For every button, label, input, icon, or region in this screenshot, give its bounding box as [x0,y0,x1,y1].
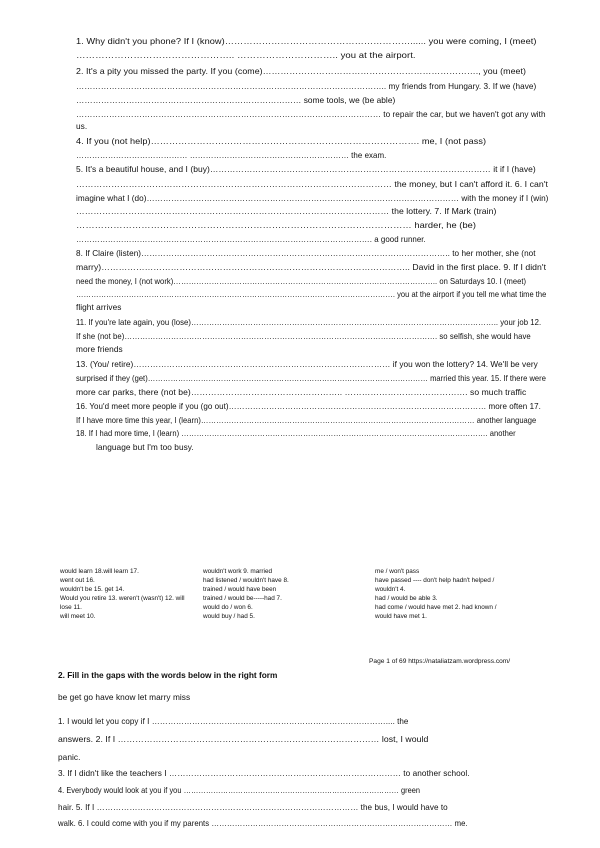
answer-line: me / won't pass [375,568,420,575]
exercise-1-line: 11. If you're late again, you (lose)……………………………………………………………………………………………………….. your job 12. [76,317,542,327]
exercise-2-line: hair. 5. If I …………………………………………………………………………………… the bus, I would have to [58,802,448,812]
exercise-1-line: 13. (You/ retire)………………………………………………………………………………… if you won the lottery? 14. We'll be very [76,359,538,369]
exercise-1-line: 2. It's a pity you missed the party. If you (come)………………………………………………………………., you (meet) [76,66,527,76]
exercise-2-line: walk. 6. I could come with you if my parents ………………………………………………………………………………… me. [58,818,468,828]
page-footer: Page 1 of 69 https://nataliatzam.wordpress.com/ [369,658,511,665]
exercise-2-line: 4. Everybody would look at you if you …………………………………………………………………………… green [58,785,421,795]
answer-line: would buy / had 5. [203,613,255,620]
answer-line: trained / would have been [203,586,277,593]
exercise-1-line: ………………………………………………………………………………………………… to repair the car, but we haven't got any with [76,109,546,119]
exercise-1-line: ……………………………………………………………………………………………… harder, he (be) [76,220,477,230]
exercise-1-line: ……………………………………………………………………………………………… the lottery. 7. If Mark (train) [76,206,497,216]
answer-line: would have met 1. [375,613,427,620]
word-bank: be get go have know let marry miss [58,692,191,702]
exercise-1-line: us. [76,121,88,131]
exercise-1-line: ………………………………………………………………………………………………………………. you at the airport if you tell me what time the [76,289,547,299]
exercise-2-line: panic. [58,752,81,762]
exercise-1-line: marry)…………………………………………………………………………………………….. David in the first place. 9. If I didn't [76,262,547,272]
answer-line: had / would be able 3. [375,595,438,602]
answer-line: lose 11. [60,604,82,611]
exercise-1-line: 1. Why didn't you phone? If I (know)……………………………………………………...... you were coming, I (meet) [76,36,537,46]
exercise-1-line: language but I'm too busy. [96,442,194,452]
exercise-1-line: surprised if they (get)………………………………………………………………………………………………… married this year. 15. If there were [76,373,546,383]
exercise-1-line: …………………………………………………………………………………………………. a good runner. [76,234,426,244]
exercise-1-line: 4. If you (not help)……………………………………………………………………………. me, I (not pass) [76,136,487,146]
answer-line: wouldn't work 9. married [203,568,273,575]
exercise-1-line: more friends [76,344,123,354]
answer-line: had come / would have met 2. had known / [375,604,497,611]
exercise-1-line: If I have more time this year, I (learn)……………………………………………………………………………………………… another language [76,415,537,425]
exercise-1-line: ………………………………………………………………………………………………….. my friends from Hungary. 3. If we (have) [76,81,537,91]
exercise-1-line: 16. You'd meet more people if you (go out)…………………………………………………………………………………… more often 17. [76,401,541,411]
exercise-1-line: imagine what I (do)…………………………………………………………………………………………………… with the money if I (win) [76,193,549,203]
answer-line: trained / would be-----had 7. [203,595,282,602]
exercise-2-line: 1. I would let you copy if I …………………………………………………………………………….... the [58,716,409,726]
exercise-1-line: ……………………………………………………………………………………………… the money, but I can't afford it. 6. I can't [76,179,549,189]
answer-line: would learn 18.will learn 17. [60,568,139,575]
exercise-1-line: need the money, I (not work)………………………………………………………………………………………….. on Saturdays 10. I (meet) [76,276,527,286]
answer-line: would do / won 6. [203,604,253,611]
answer-line: have passed ---- don't help hadn't helped / [375,577,495,584]
exercise-1-line: …………………………………… …………………………………………………… the exam. [76,150,387,160]
exercise-1-line: 5. It's a beautiful house, and I (buy)……………………………………………………………………………………… it if I (have) [76,164,536,174]
answer-line: wouldn't be 15. get 14. [60,586,125,593]
exercise-2-heading: 2. Fill in the gaps with the words below in the right form [58,670,278,680]
exercise-1-line: 18. If I had more time, I (learn) …………………………………………………………………………………………………………. another [76,428,516,438]
exercise-1-line: more car parks, there (not be)…………………………………………….. ……………………………………. so much traffic [76,387,527,397]
answer-line: will meet 10. [60,613,96,620]
answer-line: went out 16. [60,577,95,584]
exercise-2-line: answers. 2. If I ……………………………………………………………………………… lost, I would [58,734,429,744]
exercise-2-line: 3. If I didn't like the teachers I ………………………………………………………………………… to another school. [58,768,470,778]
exercise-1-line: ………………………………………….. ………………………….. you at the airport. [76,50,416,60]
exercise-1-line: If she (not be)…………………………………………………………………………………………………………. so selfish, she would have [76,331,531,341]
exercise-1-line: flight arrives [76,302,122,312]
answer-line: Would you retire 13. weren't (wasn't) 12. will [60,595,185,602]
answer-line: had listened / wouldn't have 8. [203,577,289,584]
exercise-1-line: ……………………………………………………………………… some tools, we (be able) [76,95,396,105]
exercise-1-line: 8. If Claire (listen)………………………………………………………………………………………………….. to her mother, she (not [76,248,536,258]
answer-line: wouldn't 4. [375,586,406,593]
